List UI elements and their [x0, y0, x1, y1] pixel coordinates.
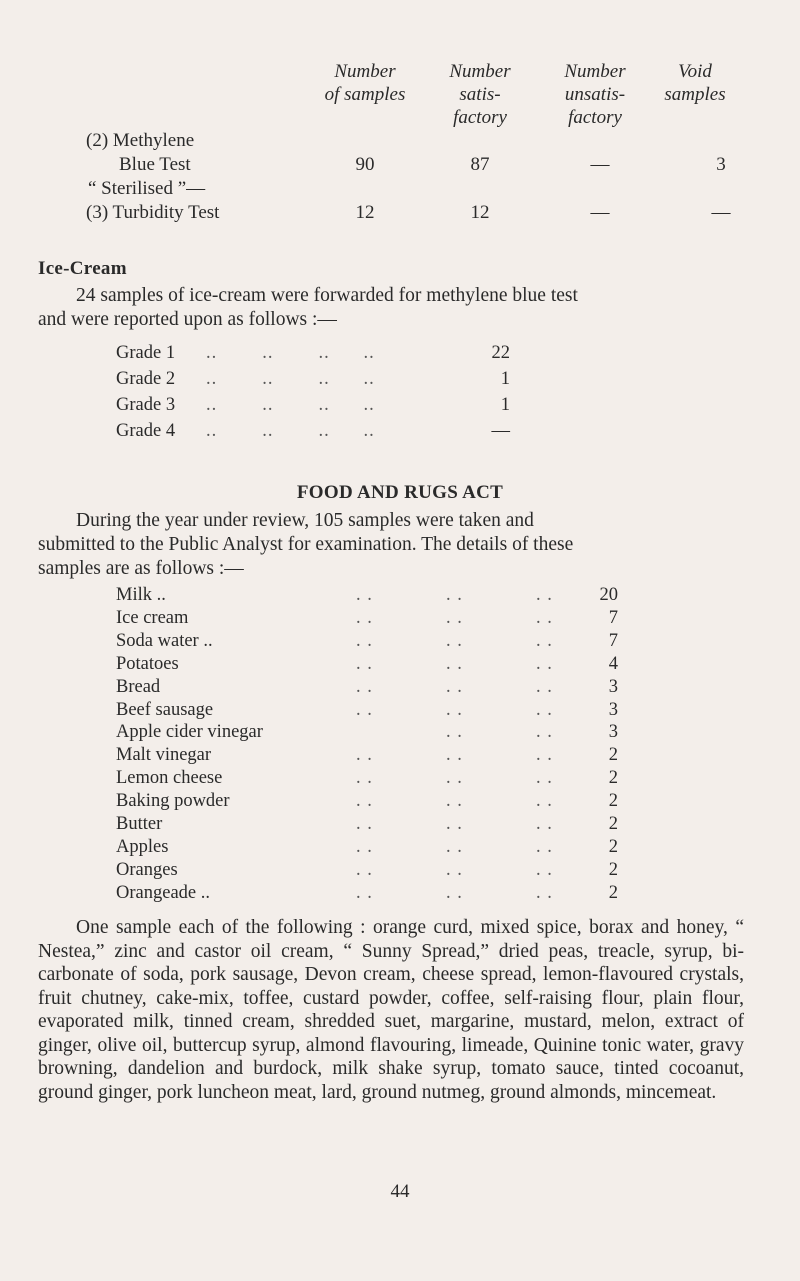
leader-dots: . .: [446, 676, 463, 697]
grade-label: Grade 2: [116, 369, 176, 389]
header-line: factory: [453, 107, 507, 128]
leader-dots: . .: [356, 882, 373, 903]
section-heading-ice-cream: Ice-Cream: [38, 258, 127, 279]
item-label: Beef sausage: [116, 699, 214, 720]
grade-label: Grade 4: [116, 421, 176, 441]
cell-value: —: [590, 154, 610, 175]
item-label: Ice cream: [116, 607, 189, 628]
leader-dots: . .: [536, 745, 553, 766]
leader-dots: . .: [536, 653, 553, 674]
leader-dots: . .: [536, 836, 553, 857]
item-value: 2: [608, 882, 618, 903]
list-item: [116, 836, 618, 859]
cell-value: —: [711, 202, 731, 223]
leader-dots: .. .. .. ..: [206, 369, 375, 389]
grade-label: Grade 3: [116, 395, 176, 415]
list-item: [116, 859, 618, 882]
table-header-unsatisfactory: [535, 60, 655, 129]
leader-dots: . .: [356, 699, 373, 720]
item-value: 2: [608, 768, 618, 789]
leader-dots: . .: [536, 768, 553, 789]
food-intro: submitted to the Public Analyst for examination. The details of these: [38, 534, 574, 555]
header-line: Void: [678, 61, 712, 82]
leader-dots: . .: [536, 699, 553, 720]
cell-value: 87: [470, 154, 490, 175]
item-label: Oranges: [116, 859, 178, 880]
leader-dots: . .: [536, 882, 553, 903]
header-line: Number: [334, 61, 396, 82]
table-header-void: [645, 60, 745, 106]
cell-value: 12: [355, 202, 375, 223]
row-label: (2) Methylene: [86, 130, 195, 151]
leader-dots: . .: [536, 791, 553, 812]
leader-dots: . .: [356, 607, 373, 628]
cell-value: 12: [470, 202, 490, 223]
leader-dots: . .: [356, 585, 373, 605]
list-item: [116, 767, 618, 790]
leader-dots: . .: [446, 653, 463, 674]
item-value: 20: [599, 585, 618, 605]
item-label: Apples: [116, 836, 169, 857]
leader-dots: . .: [446, 630, 463, 651]
leader-dots: . .: [536, 585, 553, 605]
leader-dots: . .: [536, 676, 553, 697]
leader-dots: . .: [446, 607, 463, 628]
item-value: 3: [608, 676, 618, 697]
leader-dots: . .: [356, 745, 373, 766]
grade-value: —: [491, 421, 510, 441]
row-label: Blue Test: [119, 154, 191, 175]
leader-dots: . .: [536, 814, 553, 834]
list-item: [116, 630, 618, 653]
list-item: [116, 721, 618, 744]
item-label: Lemon cheese: [116, 768, 223, 789]
leader-dots: . .: [356, 653, 373, 674]
item-value: 7: [608, 630, 618, 651]
leader-dots: . .: [536, 607, 553, 628]
item-label: Soda water ..: [116, 630, 213, 651]
item-value: 3: [608, 699, 618, 720]
leader-dots: .. .. .. ..: [206, 421, 375, 441]
cell-value: —: [590, 202, 610, 223]
leader-dots: . .: [536, 722, 553, 743]
list-item: [116, 790, 618, 813]
food-intro: During the year under review, 105 samples were taken and: [76, 510, 534, 531]
item-label: Milk ..: [116, 585, 166, 605]
leader-dots: . .: [446, 699, 463, 720]
item-value: 2: [608, 814, 618, 834]
leader-dots: . .: [356, 836, 373, 857]
leader-dots: .. .. .. ..: [206, 395, 375, 415]
item-label: Potatoes: [116, 653, 179, 674]
list-item: [116, 342, 546, 365]
row-label: (3) Turbidity Test: [86, 202, 220, 223]
item-value: 4: [608, 653, 618, 674]
leader-dots: . .: [446, 814, 463, 834]
item-value: 2: [608, 791, 618, 812]
item-label: Bread: [116, 676, 161, 697]
leader-dots: . .: [356, 791, 373, 812]
header-line: Number: [564, 61, 626, 82]
cell-value: 3: [716, 154, 726, 175]
leader-dots: .. .. .. ..: [206, 343, 375, 363]
item-label: Butter: [116, 814, 163, 834]
list-item: [116, 882, 618, 905]
item-label: Apple cider vinegar: [116, 722, 263, 743]
list-item: [116, 676, 618, 699]
grade-value: 1: [500, 369, 510, 389]
cell-value: 90: [355, 154, 375, 175]
leader-dots: . .: [356, 859, 373, 880]
header-line: of samples: [324, 84, 406, 105]
closing-paragraph: One sample each of the following : orange curd, mixed spice, borax and honey, “ Nestea,” zinc and castor oil cream, “ Sunny Spread,” dried peas, treacle, syrup, bi-carbonate of soda, pork sausage, Devon cream, cheese spread, lemon-flavoured crystals, fruit chutney, cake-mix, toffee, custard powder, coffee, self-raising flour, plain flour, evaporated milk, tinned cream, shredded suet, margarine, mustard, melon, extract of ginger, olive oil, buttercup syrup, almond flavouring, limeade, Quinine tonic water, gravy browning, dandelion and burdock, milk shake syrup, tomato sauce, tinted cocoanut, ground ginger, pork luncheon meat, lard, ground nutmeg, ground almonds, mincemeat.: [38, 917, 744, 1103]
leader-dots: . .: [446, 722, 463, 743]
leader-dots: . .: [446, 859, 463, 880]
header-line: factory: [568, 107, 622, 128]
header-line: samples: [664, 84, 726, 105]
leader-dots: . .: [356, 768, 373, 789]
leader-dots: . .: [446, 791, 463, 812]
item-label: Baking powder: [116, 791, 230, 812]
list-item: [116, 368, 546, 391]
list-item: [116, 394, 546, 417]
table-header-samples: [300, 60, 430, 106]
header-line: satis-: [459, 84, 501, 105]
leader-dots: . .: [356, 814, 373, 834]
item-value: 2: [608, 859, 618, 880]
row-label: “ Sterilised ”—: [88, 178, 206, 199]
list-item: [116, 653, 618, 676]
leader-dots: . .: [446, 836, 463, 857]
item-label: Orangeade ..: [116, 882, 210, 903]
section-heading-food-drugs: FOOD AND RUGS ACT: [296, 482, 504, 503]
grade-label: Grade 1: [116, 343, 176, 363]
list-item: [116, 744, 618, 767]
leader-dots: . .: [536, 859, 553, 880]
list-item: [116, 813, 618, 836]
leader-dots: . .: [446, 745, 463, 766]
header-line: Number: [449, 61, 511, 82]
list-item: [116, 420, 546, 443]
leader-dots: . .: [446, 882, 463, 903]
page-number: 44: [390, 1181, 410, 1202]
item-value: 2: [608, 745, 618, 766]
list-item: [116, 699, 618, 722]
item-value: 7: [608, 607, 618, 628]
item-label: Malt vinegar: [116, 745, 212, 766]
leader-dots: . .: [356, 630, 373, 651]
item-value: 2: [608, 836, 618, 857]
header-line: unsatis-: [564, 84, 626, 105]
leader-dots: . .: [446, 768, 463, 789]
table-header-satisfactory: [415, 60, 545, 129]
grade-value: 1: [500, 395, 510, 415]
grade-value: 22: [491, 343, 510, 363]
ice-cream-intro: 24 samples of ice-cream were forwarded for methylene blue test: [76, 285, 578, 306]
list-item: [116, 607, 618, 630]
item-value: 3: [608, 722, 618, 743]
leader-dots: . .: [446, 585, 463, 605]
ice-cream-intro: and were reported upon as follows :—: [38, 309, 337, 330]
leader-dots: . .: [356, 676, 373, 697]
food-intro: samples are as follows :—: [38, 558, 244, 579]
list-item: [116, 584, 618, 607]
leader-dots: . .: [536, 630, 553, 651]
